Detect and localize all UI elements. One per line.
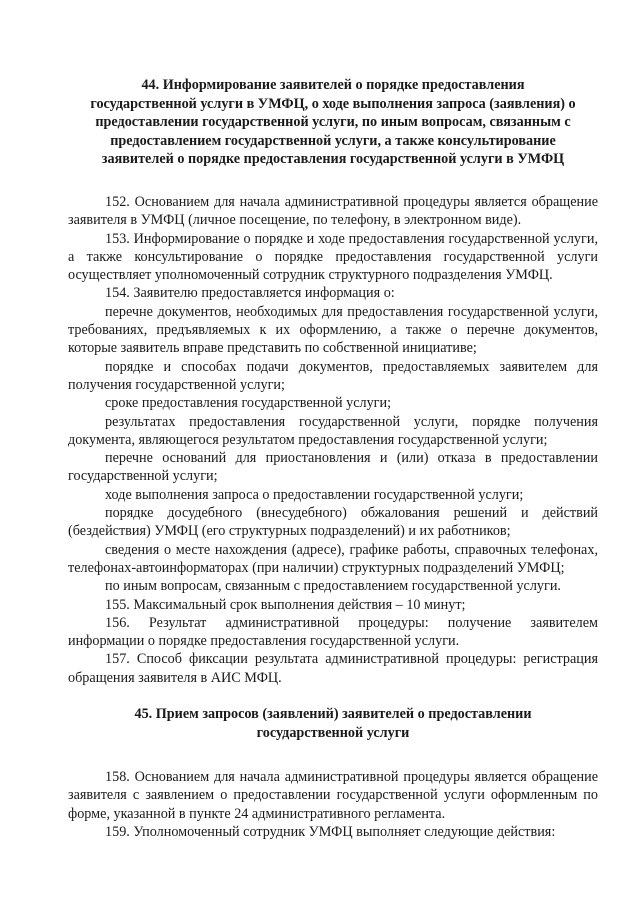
section-45-heading: [68, 705, 598, 742]
list-item-submission-methods: порядке и способах подачи документов, предоставляемых заявителем для получения государственной услуги;: [68, 358, 598, 393]
heading-line: предоставлении государственной услуги, по иным вопросам, связанным с: [95, 114, 571, 131]
paragraph-156: 156. Результат административной процедуры: получение заявителем информации о порядке предоставления государственной услуги.: [68, 614, 598, 650]
paragraph-158: 158. Основанием для начала административной процедуры является обращение заявителя с заявлением о предоставлении государственной услуги оформленным по форме, указанной в пункте 24 административного регламента.: [68, 769, 598, 822]
paragraph-154: 154. Заявителю предоставляется информация о:: [105, 285, 395, 302]
list-item-service-term: сроке предоставления государственной услуги;: [105, 395, 392, 412]
section-44-heading: [68, 76, 598, 169]
paragraph-157: 157. Способ фиксации результата административной процедуры: регистрация обращения заявителя в АИС МФЦ.: [68, 651, 598, 686]
heading-line: государственной услуги: [256, 724, 410, 741]
list-item-appeal-procedure: порядке досудебного (внесудебного) обжалования решений и действий (бездействия) УМФЦ (его структурных подразделений) и их работников;: [68, 505, 598, 540]
list-item-refusal-grounds: перечне оснований для приостановления и (или) отказа в предоставлении государственной услуги;: [68, 450, 598, 485]
list-item-service-results: результатах предоставления государственной услуги, порядке получения документа, являющегося результатом предоставления государственной услуги;: [68, 413, 598, 448]
heading-line: 44. Информирование заявителей о порядке предоставления: [141, 77, 525, 93]
heading-line: предоставлением государственной услуги, а также консультирование: [110, 132, 556, 149]
paragraph-155: 155. Максимальный срок выполнения действия – 10 минут;: [105, 596, 466, 613]
list-item-request-progress: ходе выполнения запроса о предоставлении государственной услуги;: [105, 486, 524, 503]
list-item-document-list: перечне документов, необходимых для предоставления государственной услуги, требованиях, предъявляемых к их оформлению, а также о перечне документов, которые заявитель вправе представить по собственной инициативе;: [68, 303, 598, 357]
heading-line: заявителей о порядке предоставления государственной услуги в УМФЦ: [101, 151, 565, 168]
heading-line: 45. Прием запросов (заявлений) заявителей о предоставлении: [134, 705, 532, 722]
section-44: [68, 76, 598, 687]
list-item-other-questions: по иным вопросам, связанным с предоставлением государственной услуги.: [105, 578, 561, 595]
paragraph-152: 152. Основанием для начала административной процедуры является обращение заявителя в УМФЦ (личное посещение, по телефону, в электронном виде).: [68, 193, 598, 229]
paragraph-153: 153. Информирование о порядке и ходе предоставления государственной услуги, а также консультирование о порядке предоставления государственной услуги осуществляет уполномоченный сотрудник структурного подразделения УМФЦ.: [68, 230, 598, 284]
section-45: [68, 705, 598, 841]
paragraph-159: 159. Уполномоченный сотрудник УМФЦ выполняет следующие действия:: [105, 824, 556, 841]
list-item-contact-info: сведения о месте нахождения (адресе), графике работы, справочных телефонах, телефонах-автоинформаторах (при наличии) структурных подразделений УМФЦ;: [68, 541, 598, 576]
heading-line: государственной услуги в УМФЦ, о ходе выполнения запроса (заявления) о: [90, 95, 576, 112]
